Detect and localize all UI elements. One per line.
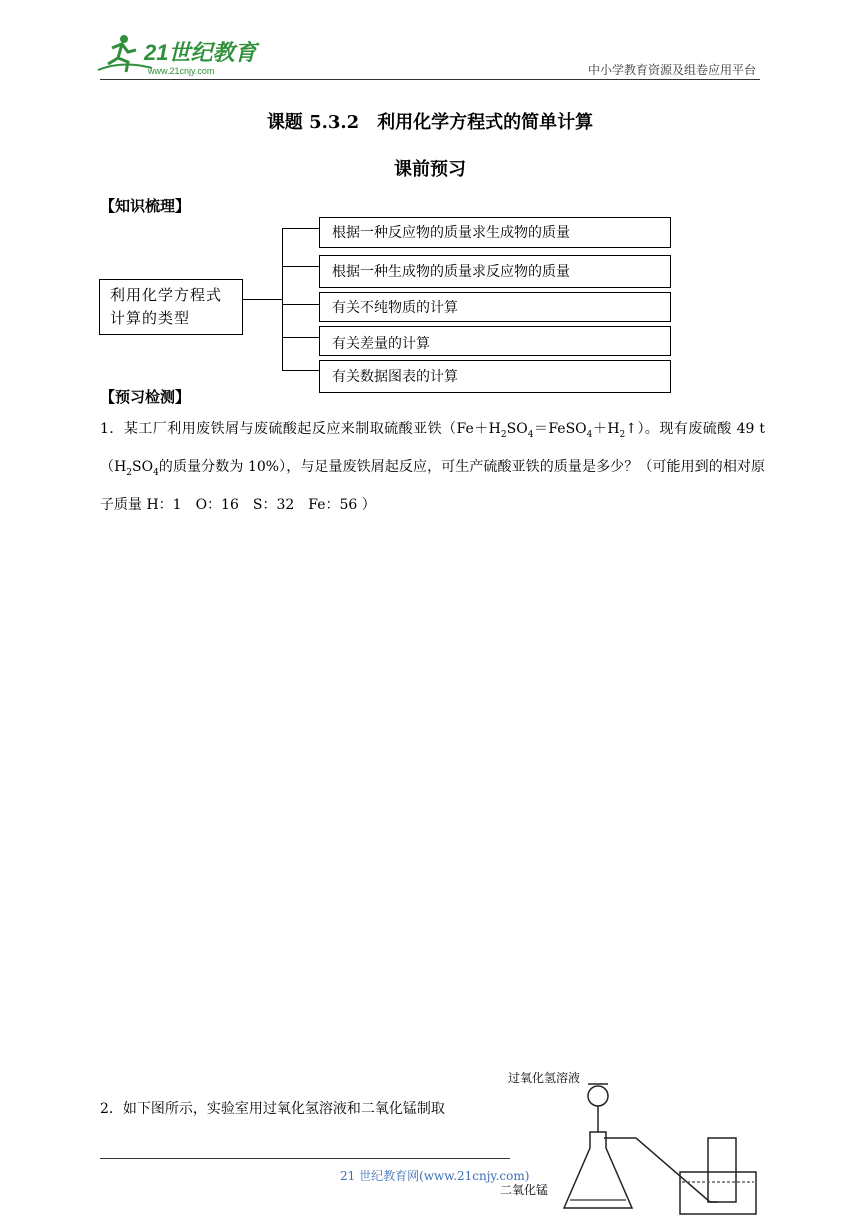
connector-trunk: [282, 228, 283, 370]
mindmap-root: [99, 279, 243, 335]
label-manganese-dioxide: 二氧化锰: [500, 1183, 549, 1197]
connector-line: [282, 304, 319, 305]
mindmap-branch: 根据一种反应物的质量求生成物的质量: [319, 217, 671, 248]
connector-line: [282, 370, 319, 371]
header-platform-text: 中小学教育资源及组卷应用平台: [587, 63, 756, 77]
label-hydrogen-peroxide: 过氧化氢溶液: [508, 1071, 581, 1085]
mindmap-root-line1: 利用化学方程式: [110, 286, 223, 304]
page-title: 课题 5.3.2 利用化学方程式的简单计算: [266, 112, 594, 133]
mindmap-root-line2: 计算的类型: [110, 309, 191, 327]
mindmap-branch: 有关不纯物质的计算: [319, 292, 671, 322]
mindmap-branch: 根据一种生成物的质量求反应物的质量: [319, 255, 671, 288]
site-logo: [92, 30, 262, 80]
delivery-tube-icon: [604, 1138, 718, 1202]
question-1: 1．某工厂利用废铁屑与废硫酸起反应来制取硫酸亚铁$(Fe+H_2SO_4=FeSO_4+H_2↑)$。现有废硫酸 49 $t(H_2SO_4$的质量分数为 10%），与足量废铁屑起反应，可生产硫酸亚铁的质量是多少？（可能用到的相对原子质量 H：1 O：16 S：32 Fe：56 ）: [100, 421, 765, 513]
question-2: 2．如下图所示，实验室用过氧化氢溶液和二氧化锰制取: [100, 1101, 445, 1117]
logo-text: 21世纪教育: [144, 40, 257, 65]
connector-line: [243, 299, 282, 300]
footer-divider: [100, 1158, 510, 1159]
connector-line: [282, 266, 319, 267]
separatory-funnel-icon: [588, 1084, 608, 1132]
section-heading-knowledge: 【知识梳理】: [100, 197, 191, 215]
flask-icon: [564, 1132, 632, 1208]
section-heading-check: 【预习检测】: [100, 388, 191, 406]
logo-url: www.21cnjy.com: [148, 66, 215, 76]
mindmap-branch: 有关数据图表的计算: [319, 360, 671, 393]
water-trough-icon: [680, 1138, 756, 1214]
connector-line: [282, 337, 319, 338]
page-subtitle: 课前预习: [394, 159, 466, 180]
connector-line: [282, 228, 319, 229]
lab-apparatus-figure: [500, 1062, 760, 1216]
header-divider: [100, 79, 760, 80]
footer-link[interactable]: 21 世纪教育网(www.21cnjy.com): [340, 1169, 530, 1183]
mindmap-branch: 有关差量的计算: [319, 326, 671, 356]
